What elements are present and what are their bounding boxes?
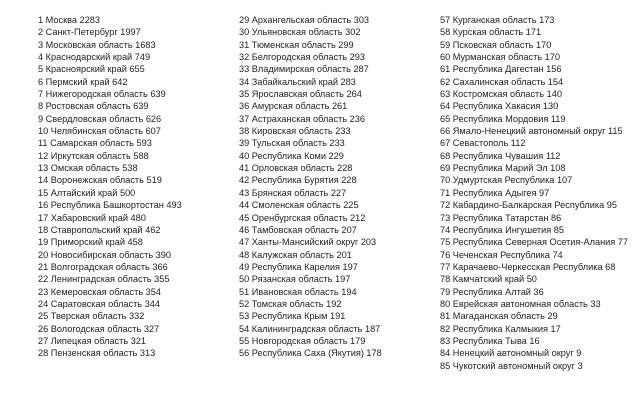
region-ranking-item: 22 Ленинградская область 355	[38, 274, 170, 285]
region-ranking-item: 71 Республика Адыгея 97	[440, 187, 550, 198]
region-ranking-item: 27 Липецкая область 321	[38, 335, 147, 346]
region-ranking-item: 7 Нижегородская область 639	[38, 89, 166, 100]
region-ranking-item: 15 Алтайский край 500	[38, 187, 136, 198]
region-ranking-item: 20 Новосибирская область 390	[38, 249, 171, 260]
region-ranking-item: 31 Тюменская область 299	[239, 39, 354, 50]
ranking-column-2	[239, 14, 382, 360]
region-ranking-item: 45 Оренбургская область 212	[239, 212, 366, 223]
region-ranking-item: 43 Брянская область 227	[239, 187, 347, 198]
region-ranking-item: 26 Вологодская область 327	[38, 323, 160, 334]
region-ranking-item: 53 Республика Крым 191	[239, 311, 346, 322]
region-ranking-item: 19 Приморский край 458	[38, 237, 143, 248]
region-ranking-item: 40 Республика Коми 229	[239, 150, 344, 161]
region-ranking-item: 17 Хабаровский край 480	[38, 212, 146, 223]
ranking-column-3	[440, 14, 628, 372]
region-ranking-item: 47 Ханты-Мансийский округ 203	[239, 237, 377, 248]
region-ranking-item: 74 Республика Ингушетия 85	[440, 224, 564, 235]
region-ranking-item: 76 Чеченская Республика 74	[440, 249, 563, 260]
region-ranking-item: 2 Санкт-Петербург 1997	[38, 27, 141, 38]
region-ranking-item: 25 Тверская область 332	[38, 311, 145, 322]
region-ranking-item: 1 Москва 2283	[38, 15, 101, 25]
region-ranking-item: 23 Кемеровская область 354	[38, 286, 162, 297]
region-ranking-item: 29 Архангельская область 303	[239, 15, 370, 25]
region-ranking-columns	[0, 14, 640, 394]
region-ranking-item: 10 Челябинская область 607	[38, 126, 161, 137]
region-ranking-item: 83 Республика Тыва 16	[440, 335, 540, 346]
region-ranking-item: 73 Республика Татарстан 86	[440, 212, 562, 223]
region-ranking-item: 48 Калужская область 201	[239, 249, 352, 260]
region-ranking-item: 5 Красноярский край 655	[38, 64, 145, 75]
region-ranking-item: 30 Ульяновская область 302	[239, 27, 361, 38]
region-ranking-item: 52 Томская область 192	[239, 298, 342, 309]
region-ranking-item: 67 Севастополь 112	[440, 138, 526, 149]
region-ranking-item: 21 Волгоградская область 366	[38, 261, 168, 272]
region-ranking-item: 57 Курганская область 173	[440, 15, 555, 25]
region-ranking-item: 78 Камчатский край 50	[440, 274, 537, 285]
region-ranking-item: 77 Карачаево-Черкесская Республика 68	[440, 261, 616, 272]
region-ranking-item: 18 Ставропольский край 462	[38, 224, 161, 235]
ranking-column-1	[38, 14, 182, 360]
region-ranking-item: 81 Магаданская область 29	[440, 311, 558, 322]
region-ranking-item: 38 Кировская область 233	[239, 126, 351, 137]
region-ranking-item: 46 Тамбовская область 207	[239, 224, 357, 235]
region-ranking-item: 75 Республика Северная Осетия-Алания 77	[440, 237, 629, 248]
region-ranking-item: 82 Республика Калмыкия 17	[440, 323, 561, 334]
region-ranking-item: 13 Омская область 538	[38, 163, 138, 174]
region-ranking-item: 32 Белгородская область 293	[239, 52, 365, 63]
region-ranking-item: 16 Республика Башкортостан 493	[38, 200, 182, 211]
region-ranking-item: 62 Сахалинская область 154	[440, 76, 564, 87]
region-ranking-item: 14 Воронежская область 519	[38, 175, 162, 186]
region-ranking-item: 79 Республика Алтай 36	[440, 286, 544, 297]
region-ranking-item: 41 Орловская область 228	[239, 163, 353, 174]
region-ranking-item: 56 Республика Саха (Якутия) 178	[239, 348, 382, 359]
region-ranking-item: 66 Ямало-Ненецкий автономный округ 115	[440, 126, 623, 137]
region-ranking-item: 33 Владимирская область 287	[239, 64, 369, 75]
region-ranking-item: 54 Калининградская область 187	[239, 323, 381, 334]
region-ranking-item: 58 Курская область 171	[440, 27, 542, 38]
region-ranking-item: 70 Удмуртская Республика 107	[440, 175, 573, 186]
region-ranking-item: 4 Краснодарский край 749	[38, 52, 151, 63]
region-ranking-item: 12 Иркутская область 588	[38, 150, 149, 161]
region-ranking-item: 44 Смоленская область 225	[239, 200, 359, 211]
region-ranking-item: 68 Республика Чувашия 112	[440, 150, 561, 161]
region-ranking-item: 63 Костромская область 140	[440, 89, 562, 100]
region-ranking-item: 3 Московская область 1683	[38, 39, 156, 50]
region-ranking-item: 49 Республика Карелия 197	[239, 261, 358, 272]
region-ranking-item: 61 Республика Дагестан 156	[440, 64, 562, 75]
region-ranking-item: 69 Республика Марий Эл 108	[440, 163, 566, 174]
region-ranking-item: 8 Ростовская область 639	[38, 101, 149, 112]
region-ranking-item: 24 Саратовская область 344	[38, 298, 160, 309]
region-ranking-item: 84 Ненецкий автономный округ 9	[440, 348, 582, 359]
region-ranking-item: 51 Ивановская область 194	[239, 286, 357, 297]
region-ranking-item: 42 Республика Бурятия 228	[239, 175, 357, 186]
region-ranking-item: 28 Пензенская область 313	[38, 348, 156, 359]
region-ranking-item: 39 Тульская область 233	[239, 138, 345, 149]
region-ranking-item: 50 Рязанская область 197	[239, 274, 351, 285]
region-ranking-item: 80 Еврейская автономная область 33	[440, 298, 601, 309]
region-ranking-item: 64 Республика Хакасия 130	[440, 101, 559, 112]
region-ranking-item: 36 Амурская область 261	[239, 101, 348, 112]
region-ranking-item: 37 Астраханская область 236	[239, 113, 365, 124]
region-ranking-item: 55 Новгородская область 179	[239, 335, 366, 346]
region-ranking-item: 35 Ярославская область 264	[239, 89, 362, 100]
region-ranking-item: 60 Мурманская область 170	[440, 52, 560, 63]
region-ranking-item: 11 Самарская область 593	[38, 138, 152, 149]
region-ranking-item: 59 Псковская область 170	[440, 39, 552, 50]
region-ranking-item: 65 Республика Мордовия 119	[440, 113, 566, 124]
region-ranking-item: 34 Забайкальский край 283	[239, 76, 356, 87]
region-ranking-item: 6 Пермский край 642	[38, 76, 128, 87]
region-ranking-item: 9 Свердловская область 626	[38, 113, 162, 124]
region-ranking-item: 72 Кабардино-Балкарская Республика 95	[440, 200, 617, 211]
region-ranking-item: 85 Чукотский автономный округ 3	[440, 360, 583, 371]
